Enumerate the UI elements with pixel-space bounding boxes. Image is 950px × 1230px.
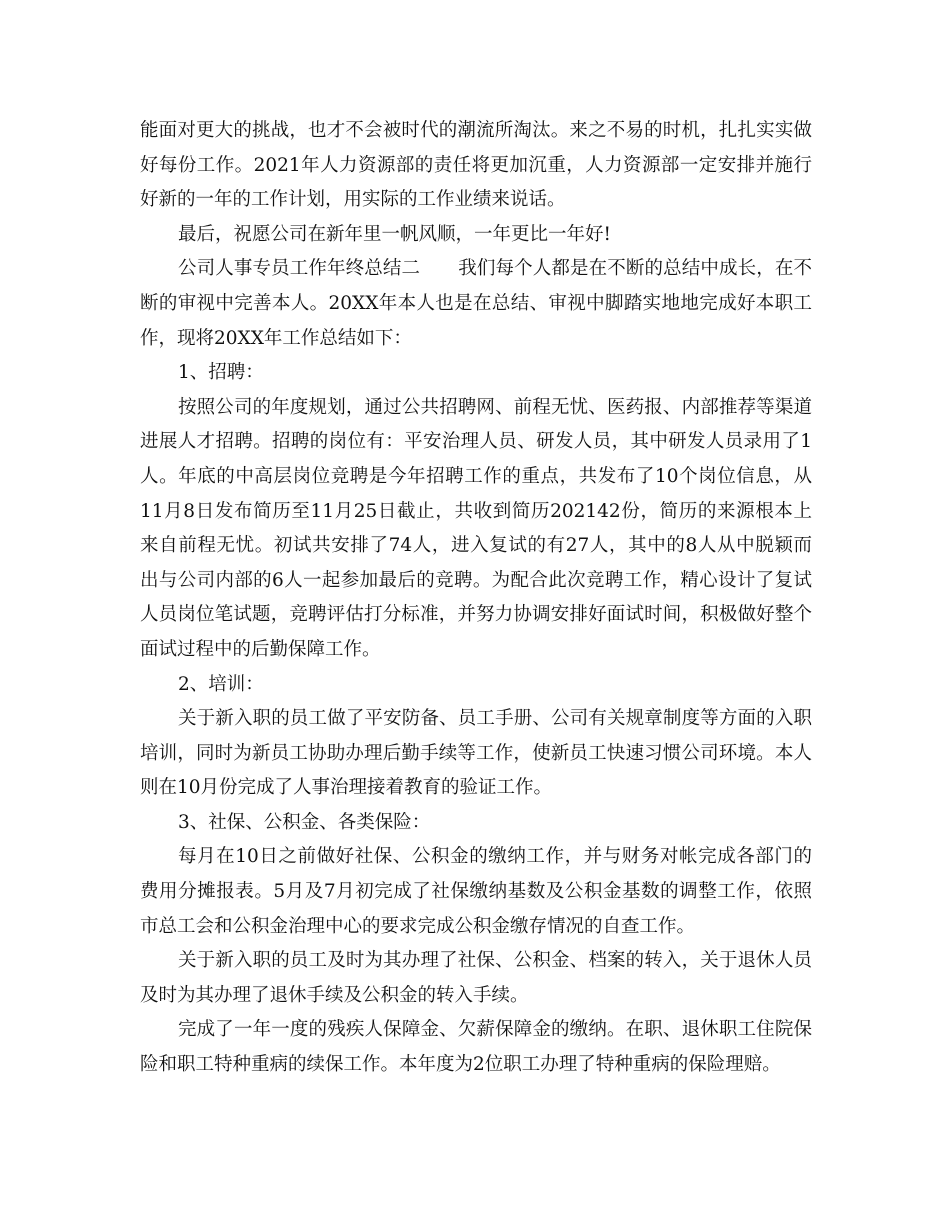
- paragraph-line: 好每份工作。2021年人力资源部的责任将更加沉重，人力资源部一定安排并施行: [140, 154, 812, 176]
- paragraph-line: 则在10月份完成了人事治理接着教育的验证工作。: [140, 777, 553, 799]
- paragraph-line: 1、招聘：: [178, 362, 264, 384]
- paragraph-line: 关于新入职的员工及时为其办理了社保、公积金、档案的转入，关于退休人员: [178, 950, 812, 972]
- paragraph-line: 进展人才招聘。招聘的岗位有：平安治理人员、研发人员，其中研发人员录用了1: [140, 431, 812, 453]
- paragraph-line: 2、培训：: [178, 673, 264, 695]
- paragraph-line: 出与公司内部的6人一起参加最后的竞聘。为配合此次竞聘工作，精心设计了复试: [140, 569, 812, 591]
- paragraph-line: 培训，同时为新员工协助办理后勤手续等工作，使新员工快速习惯公司环境。本人: [140, 742, 812, 764]
- paragraph-line: [140, 252, 812, 287]
- paragraph-line: 人员岗位笔试题，竞聘评估打分标准，并努力协调安排好面试时间，积极做好整个: [140, 604, 812, 626]
- paragraph-text: 我们每个人都是在不断的总结中成长，在不: [458, 258, 812, 280]
- paragraph-line: 险和职工特种重病的续保工作。本年度为2位职工办理了特种重病的保险理赔。: [140, 1054, 781, 1076]
- paragraph-line: 按照公司的年度规划，通过公共招聘网、前程无忧、医药报、内部推荐等渠道: [178, 396, 812, 418]
- paragraph-line: 每月在10日之前做好社保、公积金的缴纳工作，并与财务对帐完成各部门的: [178, 846, 812, 868]
- paragraph-line: 11月8日发布简历至11月25日截止，共收到简历202142份，简历的来源根本上: [140, 500, 812, 522]
- paragraph-line: 完成了一年一度的残疾人保障金、欠薪保障金的缴纳。在职、退休职工住院保: [178, 1019, 812, 1041]
- paragraph-line: 作，现将20XX年工作总结如下：: [140, 327, 412, 349]
- paragraph-line: 关于新入职的员工做了平安防备、员工手册、公司有关规章制度等方面的入职: [178, 708, 812, 730]
- paragraph-line: 好新的一年的工作计划，用实际的工作业绩来说话。: [140, 189, 566, 211]
- paragraph-line: 来自前程无忧。初试共安排了74人，进入复试的有27人，其中的8人从中脱颖而: [140, 535, 812, 557]
- paragraph-line: 断的审视中完善本人。20XX年本人也是在总结、审视中脚踏实地地完成好本职工: [140, 292, 812, 314]
- paragraph-line: 最后，祝愿公司在新年里一帆风顺，一年更比一年好!: [178, 223, 611, 245]
- paragraph-line: 3、社保、公积金、各类保险：: [178, 811, 431, 833]
- document-page: [140, 114, 812, 1083]
- paragraph-line: 及时为其办理了退休手续及公积金的转入手续。: [140, 984, 529, 1006]
- paragraph-line: 面试过程中的后勤保障工作。: [140, 638, 381, 660]
- paragraph-line: 能面对更大的挑战，也才不会被时代的潮流所淘汰。来之不易的时机，扎扎实实做: [140, 120, 812, 141]
- paragraph-line: 费用分摊报表。5月及7月初完成了社保缴纳基数及公积金基数的调整工作，依照: [140, 881, 812, 903]
- paragraph-line: 市总工会和公积金治理中心的要求完成公积金缴存情况的自查工作。: [140, 915, 696, 937]
- paragraph-line: 人。年底的中高层岗位竞聘是今年招聘工作的重点，共发布了10个岗位信息，从: [140, 465, 812, 487]
- section-heading: 公司人事专员工作年终总结二: [178, 258, 421, 280]
